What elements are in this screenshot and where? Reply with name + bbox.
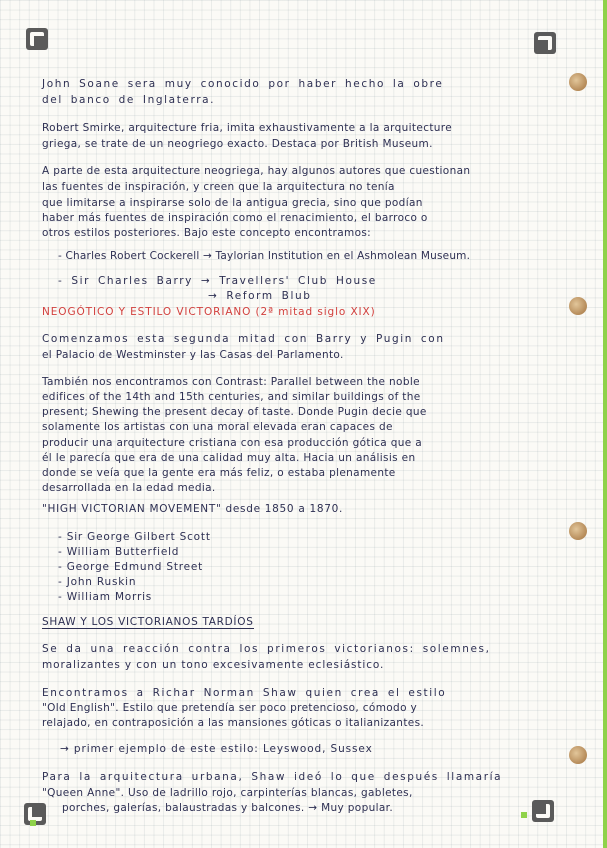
text-line: solamente los artistas con una moral elevada eran capaces de [42,421,393,433]
text-line: También nos encontramos con Contrast: Parallel between the noble [42,376,420,388]
text-line: porches, galerías, balaustradas y balcones. → Muy popular. [62,802,394,814]
text-line: producir una arquitecture cristiana con esa producción gótica que a [42,437,423,449]
text-line: otros estilos posteriores. Bajo este concepto encontramos: [42,227,372,239]
text-line: donde se veía que la gente era más feliz, o estaba plenamente [42,467,396,479]
page-edge-strip [603,0,607,848]
text-line: haber más fuentes de inspiración como el renacimiento, el barroco o [42,212,428,224]
text-line: present; Shewing the present decay of taste. Donde Pugin decie que [42,406,427,418]
list-item: - Sir George Gilbert Scott [58,531,211,543]
subsection-heading: "HIGH VICTORIAN MOVEMENT" desde 1850 a 1870. [42,503,344,515]
corner-dot-icon [30,820,36,826]
corner-marker-icon [26,28,48,50]
list-item: → Reform Blub [208,290,312,302]
text-line: Comenzamos esta segunda mitad con Barry y Pugin con [42,333,445,345]
text-line: Encontramos a Richar Norman Shaw quien crea el estilo [42,687,447,699]
list-item: - Charles Robert Cockerell → Taylorian Institution en el Ashmolean Museum. [58,250,471,262]
text-line: Se da una reacción contra los primeros victorianos: solemnes, [42,643,491,655]
text-line: edifices of the 14th and 15th centuries, and similar buildings of the [42,391,421,403]
text-line: griega, se trate de un neogriego exacto. Destaca por British Museum. [42,138,433,150]
text-line: del banco de Inglaterra. [42,94,216,106]
text-line: él le parecía que era de una calidad muy alta. Hacia un análisis en [42,452,416,464]
text-line: Para la arquitectura urbana, Shaw ideó lo que después llamaría [42,771,503,783]
section-heading [42,616,587,629]
text-line: A parte de esta arquitecture neogriega, hay algunos autores que cuestionan [42,165,471,177]
text-line: John Soane sera muy conocido por haber hecho la obre [42,78,444,90]
list-item: - John Ruskin [58,576,137,588]
text-line: desarrollada en la edad media. [42,482,216,494]
text-line: moralizantes y con un tono excesivamente eclesiástico. [42,659,385,671]
text-line: → primer ejemplo de este estilo: Leyswood, Sussex [60,743,373,755]
text-line: "Old English". Estilo que pretendía ser poco pretencioso, cómodo y [42,702,418,714]
list-item: - George Edmund Street [58,561,204,573]
corner-marker-icon [534,32,556,54]
list-item: - William Butterfield [58,546,180,558]
text-line: el Palacio de Westminster y las Casas del Parlamento. [42,349,344,361]
text-line: relajado, en contraposición a las mansiones góticas o italianizantes. [42,717,425,729]
text-line: que limitarse a inspirarse solo de la antigua grecia, sino que podían [42,197,423,209]
text-line: Robert Smirke, arquitecture fria, imita exhaustivamente a la arquitecture [42,122,453,134]
text-line: "Queen Anne". Uso de ladrillo rojo, carpinterías blancas, gabletes, [42,787,413,799]
list-item: - William Morris [58,591,153,603]
section-heading-text: SHAW Y LOS VICTORIANOS TARDÍOS [42,616,254,628]
text-line: las fuentes de inspiración, y creen que la arquitectura no tenía [42,181,395,193]
list-item: - Sir Charles Barry → Travellers' Club House [58,275,377,287]
section-heading: NEOGÓTICO Y ESTILO VICTORIANO (2ª mitad siglo XIX) [42,306,376,318]
